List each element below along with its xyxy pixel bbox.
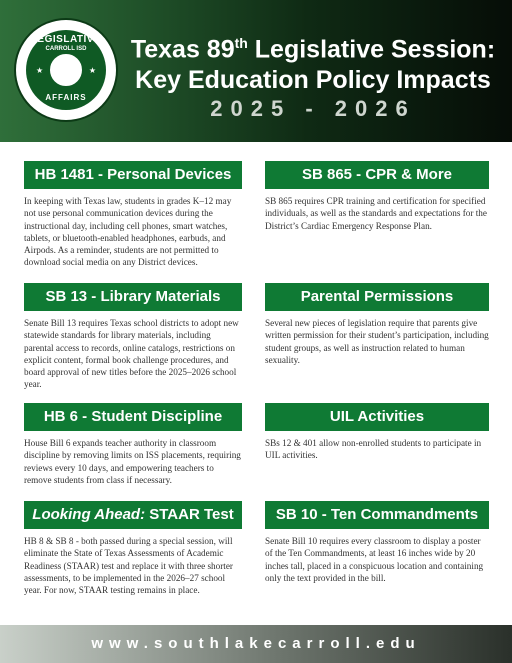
section-title: UIL Activities <box>265 403 489 431</box>
section-hb1481 <box>24 161 242 269</box>
section-body: SBs 12 & 401 allow non-enrolled students to participate in UIL activities. <box>265 438 482 461</box>
footer-bar <box>0 625 512 663</box>
section-sb865 <box>265 161 489 232</box>
section-title-rest: STAAR Test <box>145 506 234 523</box>
section-uil <box>265 403 489 462</box>
section-body: Several new pieces of legislation require that parents give written permission for their student’s participation, including student groups, as well as instruction related to human sexuality. <box>265 318 489 365</box>
section-body: In keeping with Texas law, students in grades K–12 may not use personal communication devices during the instructional day, including cell phones, smart watches, tablets, or bluetooth-enabled headphones, earbuds, and Airpods. As a reminder, students are not permitted to download social media on any District devices. <box>24 196 232 268</box>
title-line2: Key Education Policy Impacts <box>135 66 491 95</box>
section-title-emphasis: Looking Ahead: <box>32 506 146 523</box>
section-title: SB 13 - Library Materials <box>24 283 242 311</box>
section-body: SB 865 requires CPR training and certification for specified individuals, as well as the standards and expectations for the District’s Cardiac Emergency Response Plan. <box>265 196 487 231</box>
section-staar <box>24 501 242 596</box>
section-title: HB 6 - Student Discipline <box>24 403 242 431</box>
footer-url-link[interactable]: www.southlakecarroll.edu <box>91 635 421 652</box>
star-icon: ★ <box>36 66 44 75</box>
logo-middle-text: CARROLL ISD <box>45 46 87 52</box>
title-line1-suffix: Legislative Session: <box>247 35 496 64</box>
section-title: SB 865 - CPR & More <box>265 161 489 189</box>
section-parental-permissions <box>265 283 489 366</box>
header-banner <box>0 0 512 142</box>
section-sb10 <box>265 501 489 584</box>
section-body: Senate Bill 10 requires every classroom to display a poster of the Ten Commandments, at least 16 inches wide by 20 inches tall, placed in a conspicuous location and containing only the text provided in the bill. <box>265 536 484 583</box>
legislative-affairs-logo <box>16 20 116 120</box>
logo-top-text: LEGISLATIVE <box>30 34 102 45</box>
section-sb13 <box>24 283 242 391</box>
logo-ring <box>26 30 106 110</box>
star-icon: ★ <box>88 66 96 75</box>
section-hb6 <box>24 403 242 486</box>
title-line1-prefix: Texas 89 <box>130 35 235 64</box>
section-body: HB 8 & SB 8 - both passed during a special session, will eliminate the State of Texas Assessments of Academic Readiness (STAAR) test and replace it with three shorter assessments, to be implemented in the 2026–27 school year. For now, STAAR testing remains in place. <box>24 536 233 596</box>
section-title <box>24 501 242 529</box>
section-title: SB 10 - Ten Commandments <box>265 501 489 529</box>
page-title <box>118 28 508 96</box>
section-body: House Bill 6 expands teacher authority in classroom discipline by removing limits on ISS placements, requiring reviews every 10 days, and empowering teachers to remove students from class if necessary. <box>24 438 241 485</box>
logo-bottom-text: AFFAIRS <box>45 93 87 102</box>
section-title: HB 1481 - Personal Devices <box>24 161 242 189</box>
title-superscript: th <box>234 35 248 51</box>
section-body: Senate Bill 13 requires Texas school districts to adopt new statewide standards for library materials, including parental access to records, online catalogs, restrictions on explicit content, formal book challenge procedures, and board approval of new titles before the 2025–2026 school year. <box>24 318 239 390</box>
section-title: Parental Permissions <box>265 283 489 311</box>
dragon-emblem-icon <box>48 52 84 88</box>
session-years: 2025 - 2026 <box>210 96 416 121</box>
